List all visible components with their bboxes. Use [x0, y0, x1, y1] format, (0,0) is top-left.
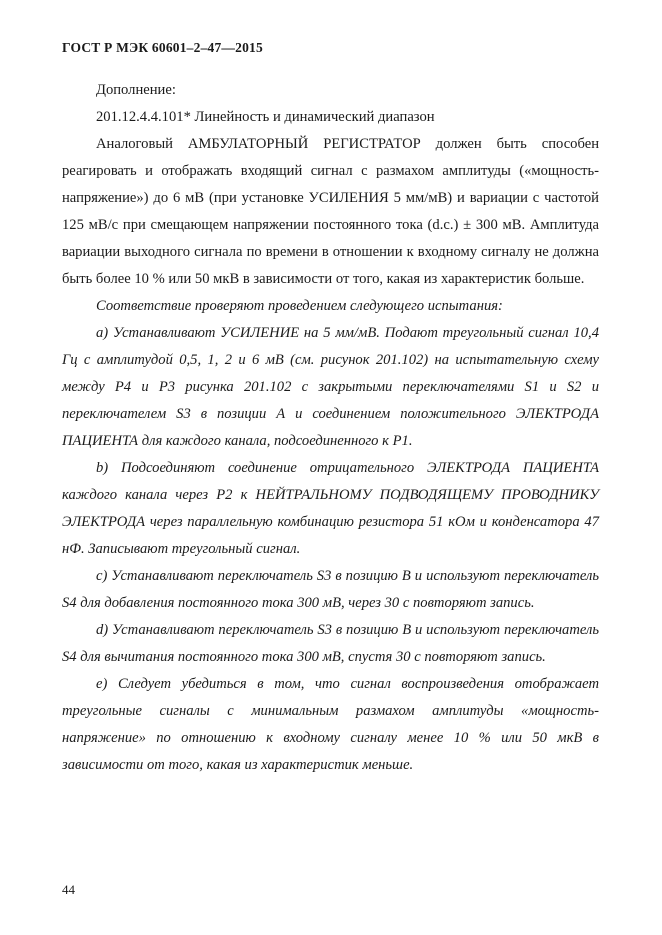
test-step-e: e) Следует убедиться в том, что сигнал воспроизведения отображает треугольные сигналы с минимальным размахом амплитуды «мощность-напряжение» по отношению к входному сигналу менее 10 % или 50 мкВ в зависимости от того, какая из характеристик меньше. [62, 676, 599, 773]
section-heading: 201.12.4.4.101* Линейность и динамический диапазон [96, 109, 435, 125]
document-body [62, 77, 599, 779]
standard-header: ГОСТ Р МЭК 60601–2–47—2015 [62, 40, 263, 55]
test-step-a: a) Устанавливают УСИЛЕНИЕ на 5 мм/мВ. Подают треугольный сигнал 10,4 Гц с амплитудой 0,5, 1, 2 и 6 мВ (см. рисунок 201.102) на испытательную схему между Р4 и Р3 рисунка 201.102 с закрытыми переключателями S1 и S2 и переключателем S3 в позиции А и соединением положительного ЭЛЕКТРОДА ПАЦИЕНТА для каждого канала, подсоединенного к Р1. [62, 325, 599, 449]
compliance-intro: Соответствие проверяют проведением следующего испытания: [96, 298, 503, 314]
supplement-label: Дополнение: [96, 82, 176, 98]
page-number: 44 [62, 882, 75, 897]
main-paragraph: Аналоговый АМБУЛАТОРНЫЙ РЕГИСТРАТОР должен быть способен реагировать и отображать входящий сигнал с размахом амплитуды («мощность-напряжение») до 6 мВ (при установке УСИЛЕНИЯ 5 мм/мВ) и вариации с частотой 125 мВ/с при смещающем напряжении постоянного тока (d.c.) ± 300 мВ. Амплитуда вариации выходного сигнала по времени в отношении к входному сигналу не должна быть более 10 % или 50 мкВ в зависимости от того, какая из характеристик больше. [62, 136, 599, 287]
test-step-d: d) Устанавливают переключатель S3 в позицию В и используют переключатель S4 для вычитания постоянного тока 300 мВ, спустя 30 с повторяют запись. [62, 622, 599, 665]
test-step-c: c) Устанавливают переключатель S3 в позицию В и используют переключатель S4 для добавления постоянного тока 300 мВ, через 30 с повторяют запись. [62, 568, 599, 611]
test-step-b: b) Подсоединяют соединение отрицательного ЭЛЕКТРОДА ПАЦИЕНТА каждого канала через Р2 к НЕЙТРАЛЬНОМУ ПОДВОДЯЩЕМУ ПРОВОДНИКУ ЭЛЕКТРОДА через параллельную комбинацию резистора 51 кОм и конденсатора 47 нФ. Записывают треугольный сигнал. [62, 460, 599, 557]
